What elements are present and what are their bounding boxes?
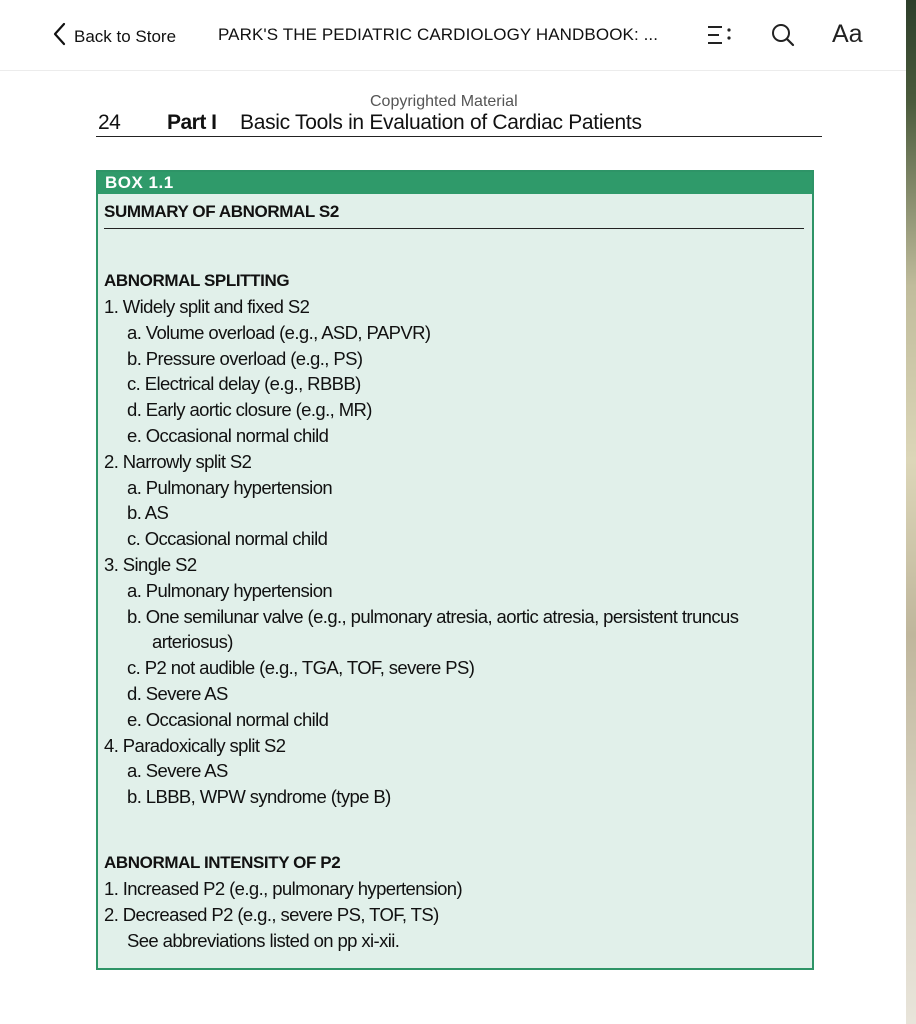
copyright-watermark: Copyrighted Material xyxy=(370,93,518,110)
box-label: BOX 1.1 xyxy=(98,172,812,194)
list-item: 2. Decreased P2 (e.g., severe PS, TOF, TS) xyxy=(104,903,439,925)
search-icon[interactable] xyxy=(770,22,796,53)
list-item: 1. Increased P2 (e.g., pulmonary hypertension) xyxy=(104,877,463,899)
section-heading: ABNORMAL SPLITTING xyxy=(104,271,290,290)
summary-box xyxy=(96,170,814,970)
list-item: 4. Paradoxically split S2 xyxy=(104,734,286,756)
list-item: b. LBBB, WPW syndrome (type B) xyxy=(127,786,391,808)
back-label: Back to Store xyxy=(74,26,177,46)
list-item: b. One semilunar valve (e.g., pulmonary atresia, aortic atresia, persistent truncus arteriosus) xyxy=(127,605,739,653)
list-item: 1. Widely split and fixed S2 xyxy=(104,296,310,317)
box-title: SUMMARY OF ABNORMAL S2 xyxy=(104,202,804,229)
list-item: a. Pulmonary hypertension xyxy=(127,476,333,498)
page-header xyxy=(96,110,822,137)
list-item: b. Pressure overload (e.g., PS) xyxy=(127,347,363,369)
page-number: 24 xyxy=(98,111,121,134)
chevron-left-icon xyxy=(52,22,66,51)
list-item: 2. Narrowly split S2 xyxy=(104,450,252,472)
back-to-store-button[interactable] xyxy=(52,22,176,51)
list-item: d. Severe AS xyxy=(127,682,228,704)
list-item: 3. Single S2 xyxy=(104,553,197,575)
part-label: Part I xyxy=(167,111,217,134)
table-of-contents-icon[interactable] xyxy=(706,24,734,53)
list-item: c. Occasional normal child xyxy=(127,528,328,550)
background-edge xyxy=(906,0,916,1024)
footnote: See abbreviations listed on pp xi-xii. xyxy=(127,929,400,951)
list-item: c. P2 not audible (e.g., TGA, TOF, severe PS) xyxy=(127,657,475,679)
abnormal-intensity-list xyxy=(104,876,806,928)
reader-toolbar xyxy=(0,0,916,71)
abnormal-splitting-list xyxy=(104,294,806,810)
list-item: d. Early aortic closure (e.g., MR) xyxy=(127,399,372,421)
part-title: Basic Tools in Evaluation of Cardiac Patients xyxy=(240,111,642,134)
list-item: e. Occasional normal child xyxy=(127,708,329,730)
book-title: PARK'S THE PEDIATRIC CARDIOLOGY HANDBOOK: ... xyxy=(218,25,659,44)
font-settings-button[interactable]: Aa xyxy=(832,20,863,48)
list-item: e. Occasional normal child xyxy=(127,424,329,446)
list-item: b. AS xyxy=(127,502,169,524)
list-item: a. Severe AS xyxy=(127,760,228,782)
list-item: a. Volume overload (e.g., ASD, PAPVR) xyxy=(127,321,431,343)
box-content xyxy=(104,268,806,953)
section-heading: ABNORMAL INTENSITY OF P2 xyxy=(104,852,341,872)
list-item: c. Electrical delay (e.g., RBBB) xyxy=(127,373,361,395)
list-item: a. Pulmonary hypertension xyxy=(127,579,333,601)
